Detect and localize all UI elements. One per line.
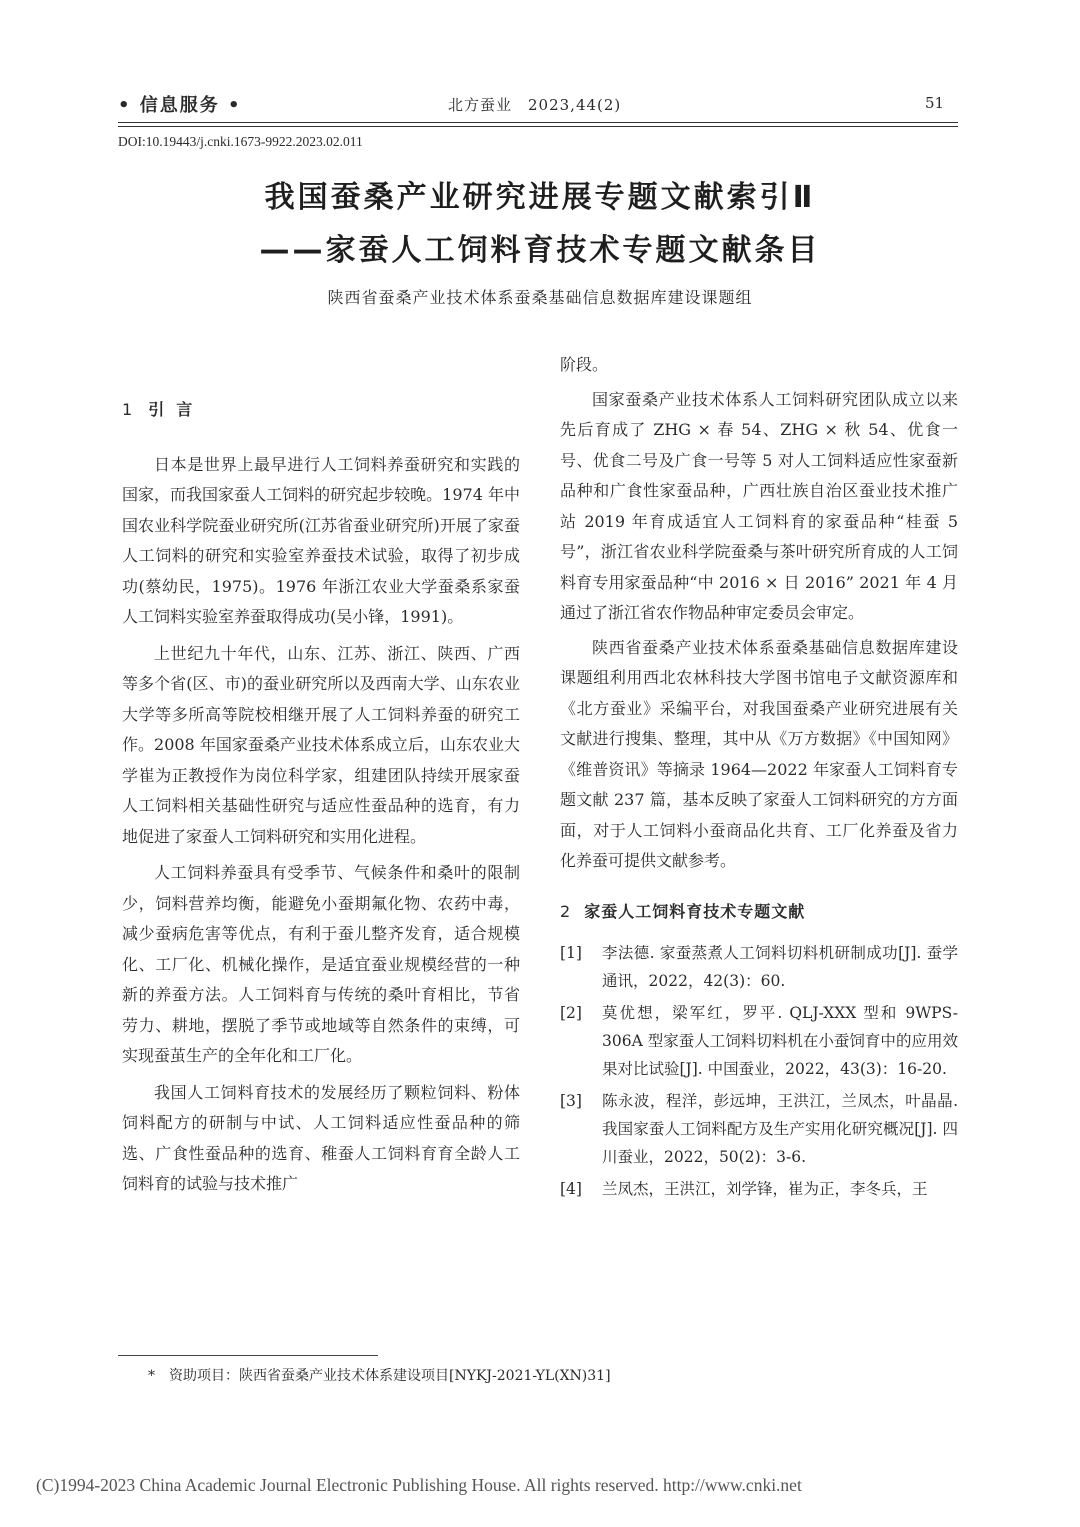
journal-issue: 北方蚕业 2023,44(2) [448,96,622,114]
paragraph: 陕西省蚕桑产业技术体系蚕桑基础信息数据库建设课题组利用西北农林科技大学图书馆电子文献资源库和《北方蚕业》采编平台，对我国蚕桑产业研究进展有关文献进行搜集、整理，其中从《万方数据》《中国知网》《维普资讯》等摘录 1964—2022 年家蚕人工饲料育专题文献 237 篇，基本反映了家蚕人工饲料研究的方方面面，对于人工饲料小蚕商品化共育、工厂化养蚕及省力化养蚕可提供文献参考。 [560,637,958,870]
article-title: 我国蚕桑产业研究进展专题文献索引Ⅱ [264,180,816,215]
paragraph: 人工饲料养蚕具有受季节、气候条件和桑叶的限制少，饲料营养均衡，能避免小蚕期氟化物、农药中毒，减少蚕病危害等优点，有利于蚕儿整齐发育，适合规模化、工厂化、机械化操作，是适宜蚕业规模经营的一种新的养蚕方法。人工饲料育与传统的桑叶育相比，节省劳力、耕地，摆脱了季节或地域等自然条件的束缚，可实现蚕茧生产的全年化和工厂化。 [122,863,520,1065]
funding-footnote: * 资助项目：陕西省蚕桑产业技术体系建设项目[NYKJ-2021-YL(XN)31] [148,1368,611,1384]
reference-text: 陈永波，程洋，彭远坤，王洪江，兰凤杰，叶晶晶. 我国家蚕人工饲料配方及生产实用化研究概况[J]. 四川蚕业，2022，50(2)：3-6. [602,1092,958,1166]
paragraph: 日本是世界上最早进行人工饲料养蚕研究和实践的国家，而我国家蚕人工饲料的研究起步较晚。1974 年中国农业科学院蚕业研究所(江苏省蚕业研究所)开展了家蚕人工饲料的研究和实验室养蚕技术试验，取得了初步成功(蔡幼民，1975)。1976 年浙江农业大学蚕桑系家蚕人工饲料实验室养蚕取得成功(吴小锋，1991)。 [122,454,520,626]
copyright-notice: (C)1994-2023 China Academic Journal Electronic Publishing House. All rights reserved. http://www.cnki.net [36,1475,802,1495]
reference-item [560,1175,958,1203]
section-number: 2 [560,901,571,921]
reference-text: 兰凤杰，王洪江，刘学锋，崔为正，李冬兵，王 [602,1180,928,1198]
header-rule-thin [118,126,958,127]
section-heading-references [560,897,958,928]
paragraph: 阶段。 [560,355,609,374]
reference-number: [3] [560,1092,582,1110]
footnote-rule [118,1355,378,1356]
author-group: 陕西省蚕桑产业技术体系蚕桑基础信息数据库建设课题组 [327,288,753,307]
section-heading-intro [122,395,520,426]
section-label: • 信息服务 • [118,95,242,116]
reference-item [560,1087,958,1171]
reference-text: 李法德. 家蚕蒸煮人工饲料切料机研制成功[J]. 蚕学通讯，2022，42(3)：60. [602,944,958,990]
left-column [122,365,520,1200]
header-rule [118,122,958,123]
page-number: 51 [925,94,945,112]
section-number: 1 [122,400,133,419]
section-title: 引言 [148,400,205,419]
reference-item [560,999,958,1083]
paragraph: 上世纪九十年代，山东、江苏、浙江、陕西、广西等多个省(区、市)的蚕业研究所以及西南大学、山东农业大学等多所高等院校相继开展了人工饲料养蚕的研究工作。2008 年国家蚕桑产业技术体系成立后，山东农业大学崔为正教授作为岗位科学家，组建团队持续开展家蚕人工饲料相关基础性研究与适应性蚕品种的选育，有力地促进了家蚕人工饲料研究和实用化进程。 [122,643,520,846]
reference-number: [2] [560,1004,582,1022]
paragraph: 国家蚕桑产业技术体系人工饲料研究团队成立以来先后育成了 ZHG × 春 54、ZHG × 秋 54、优食一号、优食二号及广食一号等 5 对人工饲料适应性家蚕新品种和广食性家蚕品种，广西壮族自治区蚕业技术推广站 2019 年育成适宜人工饲料育的家蚕品种“桂蚕 5 号”，浙江省农业科学院蚕桑与茶叶研究所育成的人工饲料育专用家蚕品种“中 2016 × 日 2016” 2021 年 4 月 通过了浙江省农作物品种审定委员会审定。 [560,389,958,622]
reference-number: [4] [560,1180,582,1198]
right-column [560,350,958,1207]
doi: DOI:10.19443/j.cnki.1673-9922.2023.02.011 [118,134,363,149]
paragraph: 我国人工饲料育技术的发展经历了颗粒饲料、粉体饲料配方的研制与中试、人工饲料适应性蚕品种的筛选、广食性蚕品种的选育、稚蚕人工饲料育育全龄人工饲料育的试验与技术推广 [122,1082,520,1193]
reference-text: 莫优想，梁军红，罗平. QLJ-XXX 型和 9WPS-306A 型家蚕人工饲料切料机在小蚕饲育中的应用效果对比试验[J]. 中国蚕业，2022，43(3)：16-20. [602,1004,958,1078]
article-subtitle: ——家蚕人工饲料育技术专题文献条目 [259,233,821,268]
reference-number: [1] [560,944,582,962]
section-title: 家蚕人工饲料育技术专题文献 [584,901,806,921]
reference-item [560,939,958,995]
reference-list [560,939,958,1203]
